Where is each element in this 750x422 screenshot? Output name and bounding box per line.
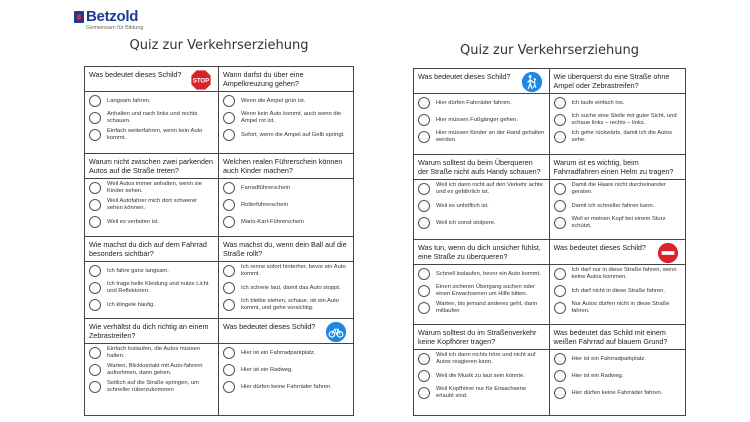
answer-option[interactable]: [89, 363, 214, 377]
answer-checkbox[interactable]: [418, 387, 430, 399]
answer-text: Ich laufe einfach los.: [571, 99, 625, 106]
answer-checkbox[interactable]: [418, 370, 430, 382]
answer-option[interactable]: [223, 94, 349, 108]
question-cell: [219, 319, 353, 415]
question-cell: [85, 237, 219, 319]
question-text: Was bedeutet dieses Schild?: [219, 319, 353, 344]
answer-text: Seitlich auf die Straße springen, um schneller rüberzukommen: [107, 380, 199, 393]
stop-sign-icon: [190, 69, 212, 91]
answer-option[interactable]: [554, 113, 682, 127]
question-text: Warum solltest du im Straßenverkehr keine Kopfhörer tragen?: [414, 325, 549, 350]
answer-checkbox[interactable]: [89, 216, 101, 228]
answer-checkbox[interactable]: [418, 183, 430, 195]
answer-option[interactable]: [89, 298, 214, 312]
answer-option[interactable]: [418, 199, 545, 213]
question-cell: [219, 154, 353, 237]
answer-text: Weil es verboten ist.: [107, 218, 160, 225]
question-cell: [414, 69, 550, 155]
answer-option[interactable]: [418, 352, 545, 366]
answer-text: Warten, bis jemand anderes geht, dann mitlaufen: [436, 301, 538, 314]
question-cell: [85, 154, 219, 237]
answer-text: Weil ich dann nicht auf den Verkehr achte und es gefährlich ist.: [436, 182, 543, 195]
bicycle-sign-icon: [325, 321, 347, 343]
answer-text: Ich darf nicht in diese Straße fahren.: [571, 287, 665, 294]
answer-option[interactable]: [554, 199, 682, 213]
question-text: Wie machst du dich auf dem Fahrrad besonders sichtbar?: [85, 237, 218, 262]
answer-text: Weil ich dann nichts höre und nicht auf Autos reagieren kann.: [436, 352, 536, 365]
answer-option[interactable]: [554, 386, 682, 400]
sheet-title: Quiz zur Verkehrserziehung: [460, 43, 639, 58]
answer-option[interactable]: [554, 352, 682, 366]
answer-text: Rollerführerschein: [241, 201, 289, 208]
answer-text: Weil Autos immer anhalten, wenn sie Kinder sehen.: [107, 181, 202, 194]
answer-option[interactable]: [223, 281, 349, 295]
answer-text: Ich suche eine Stelle mit guter Sicht, und schaue links – rechts – links.: [571, 113, 677, 126]
answer-checkbox[interactable]: [89, 112, 101, 124]
answer-option[interactable]: [89, 346, 214, 360]
answer-text: Weil er meinen Kopf bei einem Sturz schützt.: [571, 216, 666, 229]
answer-checkbox[interactable]: [223, 95, 235, 107]
question-cell: [85, 319, 219, 415]
answer-checkbox[interactable]: [554, 302, 566, 314]
answer-checkbox[interactable]: [223, 199, 235, 211]
answer-text: Weil die Musik zu laut sein könnte.: [436, 372, 525, 379]
answer-text: Hier müssen Kinder an der Hand gehalten werden.: [436, 130, 545, 143]
answer-option[interactable]: [418, 96, 545, 110]
answer-option[interactable]: [223, 181, 349, 195]
answer-checkbox[interactable]: [554, 183, 566, 195]
question-text: Wie verhältst du dich richtig an einem Zebrastreifen?: [85, 319, 218, 344]
svg-text:STOP: STOP: [192, 78, 210, 85]
question-text: Wie überquerst du eine Straße ohne Ampel oder Zebrastreifen?: [550, 69, 686, 94]
answer-text: Ich schreie laut, damit das Auto stoppt.: [241, 284, 341, 291]
answer-checkbox[interactable]: [223, 299, 235, 311]
answer-option[interactable]: [223, 128, 349, 142]
answer-option[interactable]: [418, 267, 545, 281]
answer-checkbox[interactable]: [554, 217, 566, 229]
question-cell: [550, 240, 686, 325]
answer-checkbox[interactable]: [89, 282, 101, 294]
question-text: Warum solltest du beim Überqueren der Straße nicht aufs Handy schauen?: [414, 155, 549, 180]
answer-checkbox[interactable]: [223, 112, 235, 124]
answer-text: Langsam fahren.: [107, 97, 151, 104]
question-grid: [413, 68, 686, 416]
brand-tagline: Gemeinsam für Bildung: [86, 25, 144, 31]
answer-option[interactable]: [89, 215, 214, 229]
answer-option[interactable]: [418, 216, 545, 230]
answer-checkbox[interactable]: [223, 381, 235, 393]
answer-text: Weil Autofahrer mich dort schwerer sehen können.: [107, 198, 198, 211]
answer-checkbox[interactable]: [223, 364, 235, 376]
answer-option[interactable]: [89, 198, 214, 212]
answer-checkbox[interactable]: [89, 347, 101, 359]
answer-text: Hier ist ein Radweg.: [571, 372, 624, 379]
answer-text: Hier ist ein Radweg.: [241, 366, 293, 373]
no-entry-sign-icon: [657, 242, 679, 264]
answer-text: Damit die Haare nicht durcheinander geraten.: [571, 182, 666, 195]
question-cell: [219, 237, 353, 319]
answer-option[interactable]: [554, 267, 682, 281]
answer-checkbox[interactable]: [554, 114, 566, 126]
answer-checkbox[interactable]: [223, 182, 235, 194]
answer-option[interactable]: [418, 369, 545, 383]
answer-text: Sofort, wenn die Ampel auf Gelb springt.: [241, 131, 345, 138]
answer-checkbox[interactable]: [554, 387, 566, 399]
answer-checkbox[interactable]: [89, 129, 101, 141]
answer-checkbox[interactable]: [418, 131, 430, 143]
answer-text: Einfach loslaufen, die Autos müssen halten.: [107, 346, 201, 359]
answer-option[interactable]: [554, 301, 682, 315]
answer-checkbox[interactable]: [418, 217, 430, 229]
answer-option[interactable]: [223, 380, 349, 394]
answer-option[interactable]: [418, 130, 545, 144]
answer-text: Ich klingele häufig.: [107, 301, 156, 308]
question-text: Was bedeutet das Schild mit einem weißen Fahrrad auf blauem Grund?: [550, 325, 686, 350]
answer-text: Warten, Blickkontakt mit Auto-fahrern aufnehmen, dann gehen.: [107, 363, 203, 376]
answer-checkbox[interactable]: [89, 182, 101, 194]
answer-checkbox[interactable]: [418, 114, 430, 126]
answer-checkbox[interactable]: [223, 129, 235, 141]
answer-checkbox[interactable]: [554, 131, 566, 143]
answer-option[interactable]: [89, 128, 214, 142]
question-cell: [414, 240, 550, 325]
answer-checkbox[interactable]: [223, 282, 235, 294]
answer-text: Hier ist ein Fahrradparkplatz.: [241, 349, 316, 356]
answer-option[interactable]: [89, 111, 214, 125]
answer-checkbox[interactable]: [554, 370, 566, 382]
answer-checkbox[interactable]: [223, 347, 235, 359]
question-cell: [414, 155, 550, 240]
answer-checkbox[interactable]: [554, 268, 566, 280]
answer-option[interactable]: [418, 284, 545, 298]
answer-checkbox[interactable]: [89, 299, 101, 311]
answer-text: Weil Kopfhörer nur für Erwachsene erlaubt sind.: [436, 386, 527, 399]
question-cell: [550, 325, 686, 415]
question-grid: [84, 66, 354, 416]
question-cell: [550, 155, 686, 240]
answer-option[interactable]: [89, 181, 214, 195]
answer-text: Wenn die Ampel grün ist.: [241, 97, 306, 104]
answer-option[interactable]: [554, 216, 682, 230]
brand-logo: [74, 8, 154, 32]
brand-mark-icon: [74, 11, 84, 23]
answer-option[interactable]: [418, 301, 545, 315]
answer-text: Weil es unhöflich ist.: [436, 202, 489, 209]
answer-option[interactable]: [223, 215, 349, 229]
answer-option[interactable]: [554, 96, 682, 110]
answer-option[interactable]: [554, 182, 682, 196]
answer-text: Weil ich sonst stolpere.: [436, 219, 496, 226]
answer-text: Einen sicheren Übergang suchen oder einen Erwachsenen um Hilfe bitten.: [436, 284, 535, 297]
answer-text: Ich darf nur in diese Straße fahren, wenn keine Autos kommen.: [571, 267, 677, 280]
answer-option[interactable]: [89, 281, 214, 295]
answer-checkbox[interactable]: [89, 364, 101, 376]
question-text: Was bedeutet dieses Schild?: [85, 67, 218, 92]
question-text: Wann darfst du über eine Ampelkreuzung gehen?: [219, 67, 353, 92]
question-cell: [550, 69, 686, 155]
answer-text: Anhalten und nach links und rechts schauen.: [107, 111, 198, 124]
question-text: Welchen realen Führerschein können auch Kinder machen?: [219, 154, 353, 179]
answer-text: Hier ist ein Fahrradparkplatz.: [571, 355, 646, 362]
sheet-title: Quiz zur Verkehrserziehung: [129, 38, 309, 53]
answer-checkbox[interactable]: [418, 353, 430, 365]
answer-checkbox[interactable]: [89, 381, 101, 393]
answer-text: Einfach weiterfahren, wenn kein Auto kommt.: [107, 128, 203, 141]
answer-checkbox[interactable]: [418, 97, 430, 109]
answer-checkbox[interactable]: [418, 200, 430, 212]
answer-option[interactable]: [223, 363, 349, 377]
answer-option[interactable]: [223, 111, 349, 125]
answer-text: Hier müssen Fußgänger gehen.: [436, 116, 518, 123]
answer-checkbox[interactable]: [418, 302, 430, 314]
answer-option[interactable]: [223, 264, 349, 278]
answer-text: Farradführerschein: [241, 184, 290, 191]
answer-text: Hier dürfen keine Fahrräder fahren.: [241, 383, 332, 390]
answer-option[interactable]: [89, 264, 214, 278]
question-cell: [219, 67, 353, 154]
question-text: Warum nicht zwischen zwei parkenden Autos auf die Straße treten?: [85, 154, 218, 179]
answer-checkbox[interactable]: [89, 199, 101, 211]
answer-text: Wenn kein Auto kommt, auch wenn die Ampel rot ist.: [241, 111, 342, 124]
answer-text: Ich bleibe stehen, schaue, ob ein Auto kommt, und gehe vorsichtig.: [241, 298, 339, 311]
answer-text: Hier dürfen keine Fahrräder fahren.: [571, 389, 663, 396]
answer-checkbox[interactable]: [223, 265, 235, 277]
answer-checkbox[interactable]: [89, 265, 101, 277]
question-text: Was bedeutet dieses Schild?: [550, 240, 686, 265]
answer-option[interactable]: [89, 94, 214, 108]
answer-text: Ich trage helle Kleidung und nutze Licht und Reflektoren.: [107, 281, 209, 294]
answer-option[interactable]: [554, 130, 682, 144]
quiz-sheet-left: [84, 36, 354, 416]
answer-text: Hier dürfen Fahrräder fahren.: [436, 99, 512, 106]
answer-option[interactable]: [554, 369, 682, 383]
answer-option[interactable]: [418, 386, 545, 400]
answer-checkbox[interactable]: [554, 200, 566, 212]
answer-text: Mario-Kart-Führerschein: [241, 218, 304, 225]
question-text: Was bedeutet dieses Schild?: [414, 69, 549, 94]
answer-text: Damit ich schneller fahren kann.: [571, 202, 655, 209]
question-text: Was tun, wenn du dich unsicher fühlst, eine Straße zu überqueren?: [414, 240, 549, 265]
answer-text: Ich renne sofort hinterher, bevor ein Auto kommt.: [241, 264, 346, 277]
answer-text: Ich fahre ganz langsam.: [107, 267, 169, 274]
question-cell: [414, 325, 550, 415]
question-cell: [85, 67, 219, 154]
answer-checkbox[interactable]: [554, 285, 566, 297]
quiz-sheet-right: [413, 42, 686, 416]
answer-option[interactable]: [554, 284, 682, 298]
answer-option[interactable]: [418, 113, 545, 127]
answer-checkbox[interactable]: [89, 95, 101, 107]
answer-checkbox[interactable]: [554, 353, 566, 365]
answer-checkbox[interactable]: [418, 268, 430, 280]
answer-option[interactable]: [223, 198, 349, 212]
answer-option[interactable]: [223, 346, 349, 360]
answer-option[interactable]: [89, 380, 214, 394]
brand-name: Betzold: [86, 8, 139, 25]
answer-checkbox[interactable]: [223, 216, 235, 228]
answer-checkbox[interactable]: [418, 285, 430, 297]
answer-text: Schnell loslaufen, bevor ein Auto kommt.: [436, 270, 541, 277]
answer-text: Ich gehe rückwärts, damit ich die Autos sehe.: [571, 130, 673, 143]
answer-option[interactable]: [223, 298, 349, 312]
question-text: Was machst du, wenn dein Ball auf die Straße rollt?: [219, 237, 353, 262]
answer-checkbox[interactable]: [554, 97, 566, 109]
question-text: Warum ist es wichtig, beim Fahrradfahren einen Helm zu tragen?: [550, 155, 686, 180]
answer-text: Nur Autos dürfen nicht in diese Straße fahren.: [571, 301, 670, 314]
pedestrian-sign-icon: [521, 71, 543, 93]
answer-option[interactable]: [418, 182, 545, 196]
